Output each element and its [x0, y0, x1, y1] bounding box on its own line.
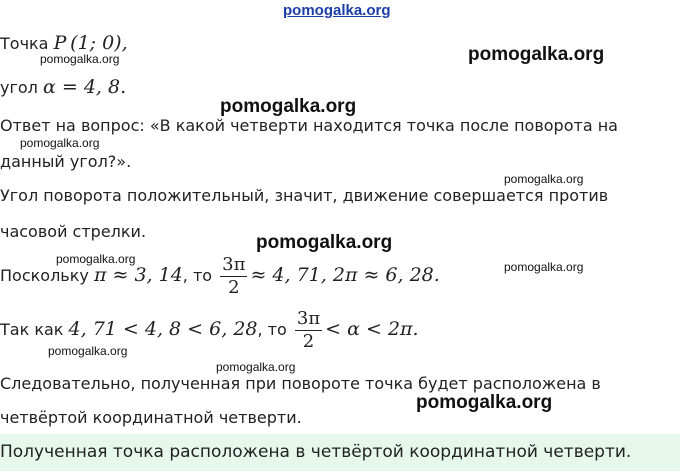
given-point-label: Точка [0, 34, 54, 53]
estimate-math-2: ≈ 4, 71, 2π ≈ 6, 28. [250, 264, 440, 286]
watermark-small: pomogalka.org [48, 344, 128, 358]
given-point-line [0, 32, 128, 54]
conclusion-line-1: Следовательно, полученная при повороте точка будет расположена в [0, 374, 601, 393]
watermark-large: pomogalka.org [416, 392, 553, 413]
comparison-math-2: < α < 2π. [325, 318, 419, 340]
fraction-numerator: 3π [296, 308, 321, 329]
comparison-label-1: Так как [0, 320, 69, 339]
watermark-top-link[interactable]: pomogalka.org [283, 2, 391, 19]
watermark-large: pomogalka.org [220, 96, 357, 117]
watermark-small: pomogalka.org [40, 52, 120, 66]
fraction-denominator: 2 [302, 331, 315, 352]
estimate-line [0, 254, 440, 299]
direction-line-1: Угол поворота положительный, значит, движение совершается против [0, 186, 609, 205]
given-angle-line [0, 76, 126, 98]
given-point-math: P (1; 0), [53, 32, 128, 54]
answer-text: Полученная точка расположена в четвёртой координатной четверти. [0, 442, 632, 462]
estimate-label-2: , то [182, 266, 218, 285]
comparison-math-1: 4, 71 < 4, 8 < 6, 28 [68, 318, 258, 340]
watermark-small: pomogalka.org [20, 136, 100, 150]
watermark-small: pomogalka.org [56, 252, 136, 266]
watermark-large: pomogalka.org [256, 232, 393, 253]
answer-box [0, 434, 680, 471]
question-line-1: Ответ на вопрос: «В какой четверти находится точка после поворота на [0, 116, 618, 135]
estimate-math-1: π ≈ 3, 14 [93, 264, 183, 286]
given-angle-math: α = 4, 8. [42, 76, 127, 98]
comparison-line [0, 308, 419, 353]
watermark-small: pomogalka.org [504, 260, 584, 274]
watermark-small: pomogalka.org [216, 360, 296, 374]
estimate-label-1: Поскольку [0, 266, 94, 285]
conclusion-line-2: четвёртой координатной четверти. [0, 408, 302, 427]
watermark-large: pomogalka.org [468, 44, 605, 65]
watermark-small: pomogalka.org [504, 172, 584, 186]
fraction-denominator: 2 [228, 277, 240, 298]
given-angle-label: угол [0, 78, 43, 97]
fraction-numerator: 3π [222, 254, 246, 275]
fraction [295, 308, 322, 353]
question-line-2: данный угол?». [0, 152, 132, 171]
direction-line-2: часовой стрелки. [0, 222, 147, 241]
fraction [220, 254, 247, 299]
comparison-label-2: , то [257, 320, 292, 339]
